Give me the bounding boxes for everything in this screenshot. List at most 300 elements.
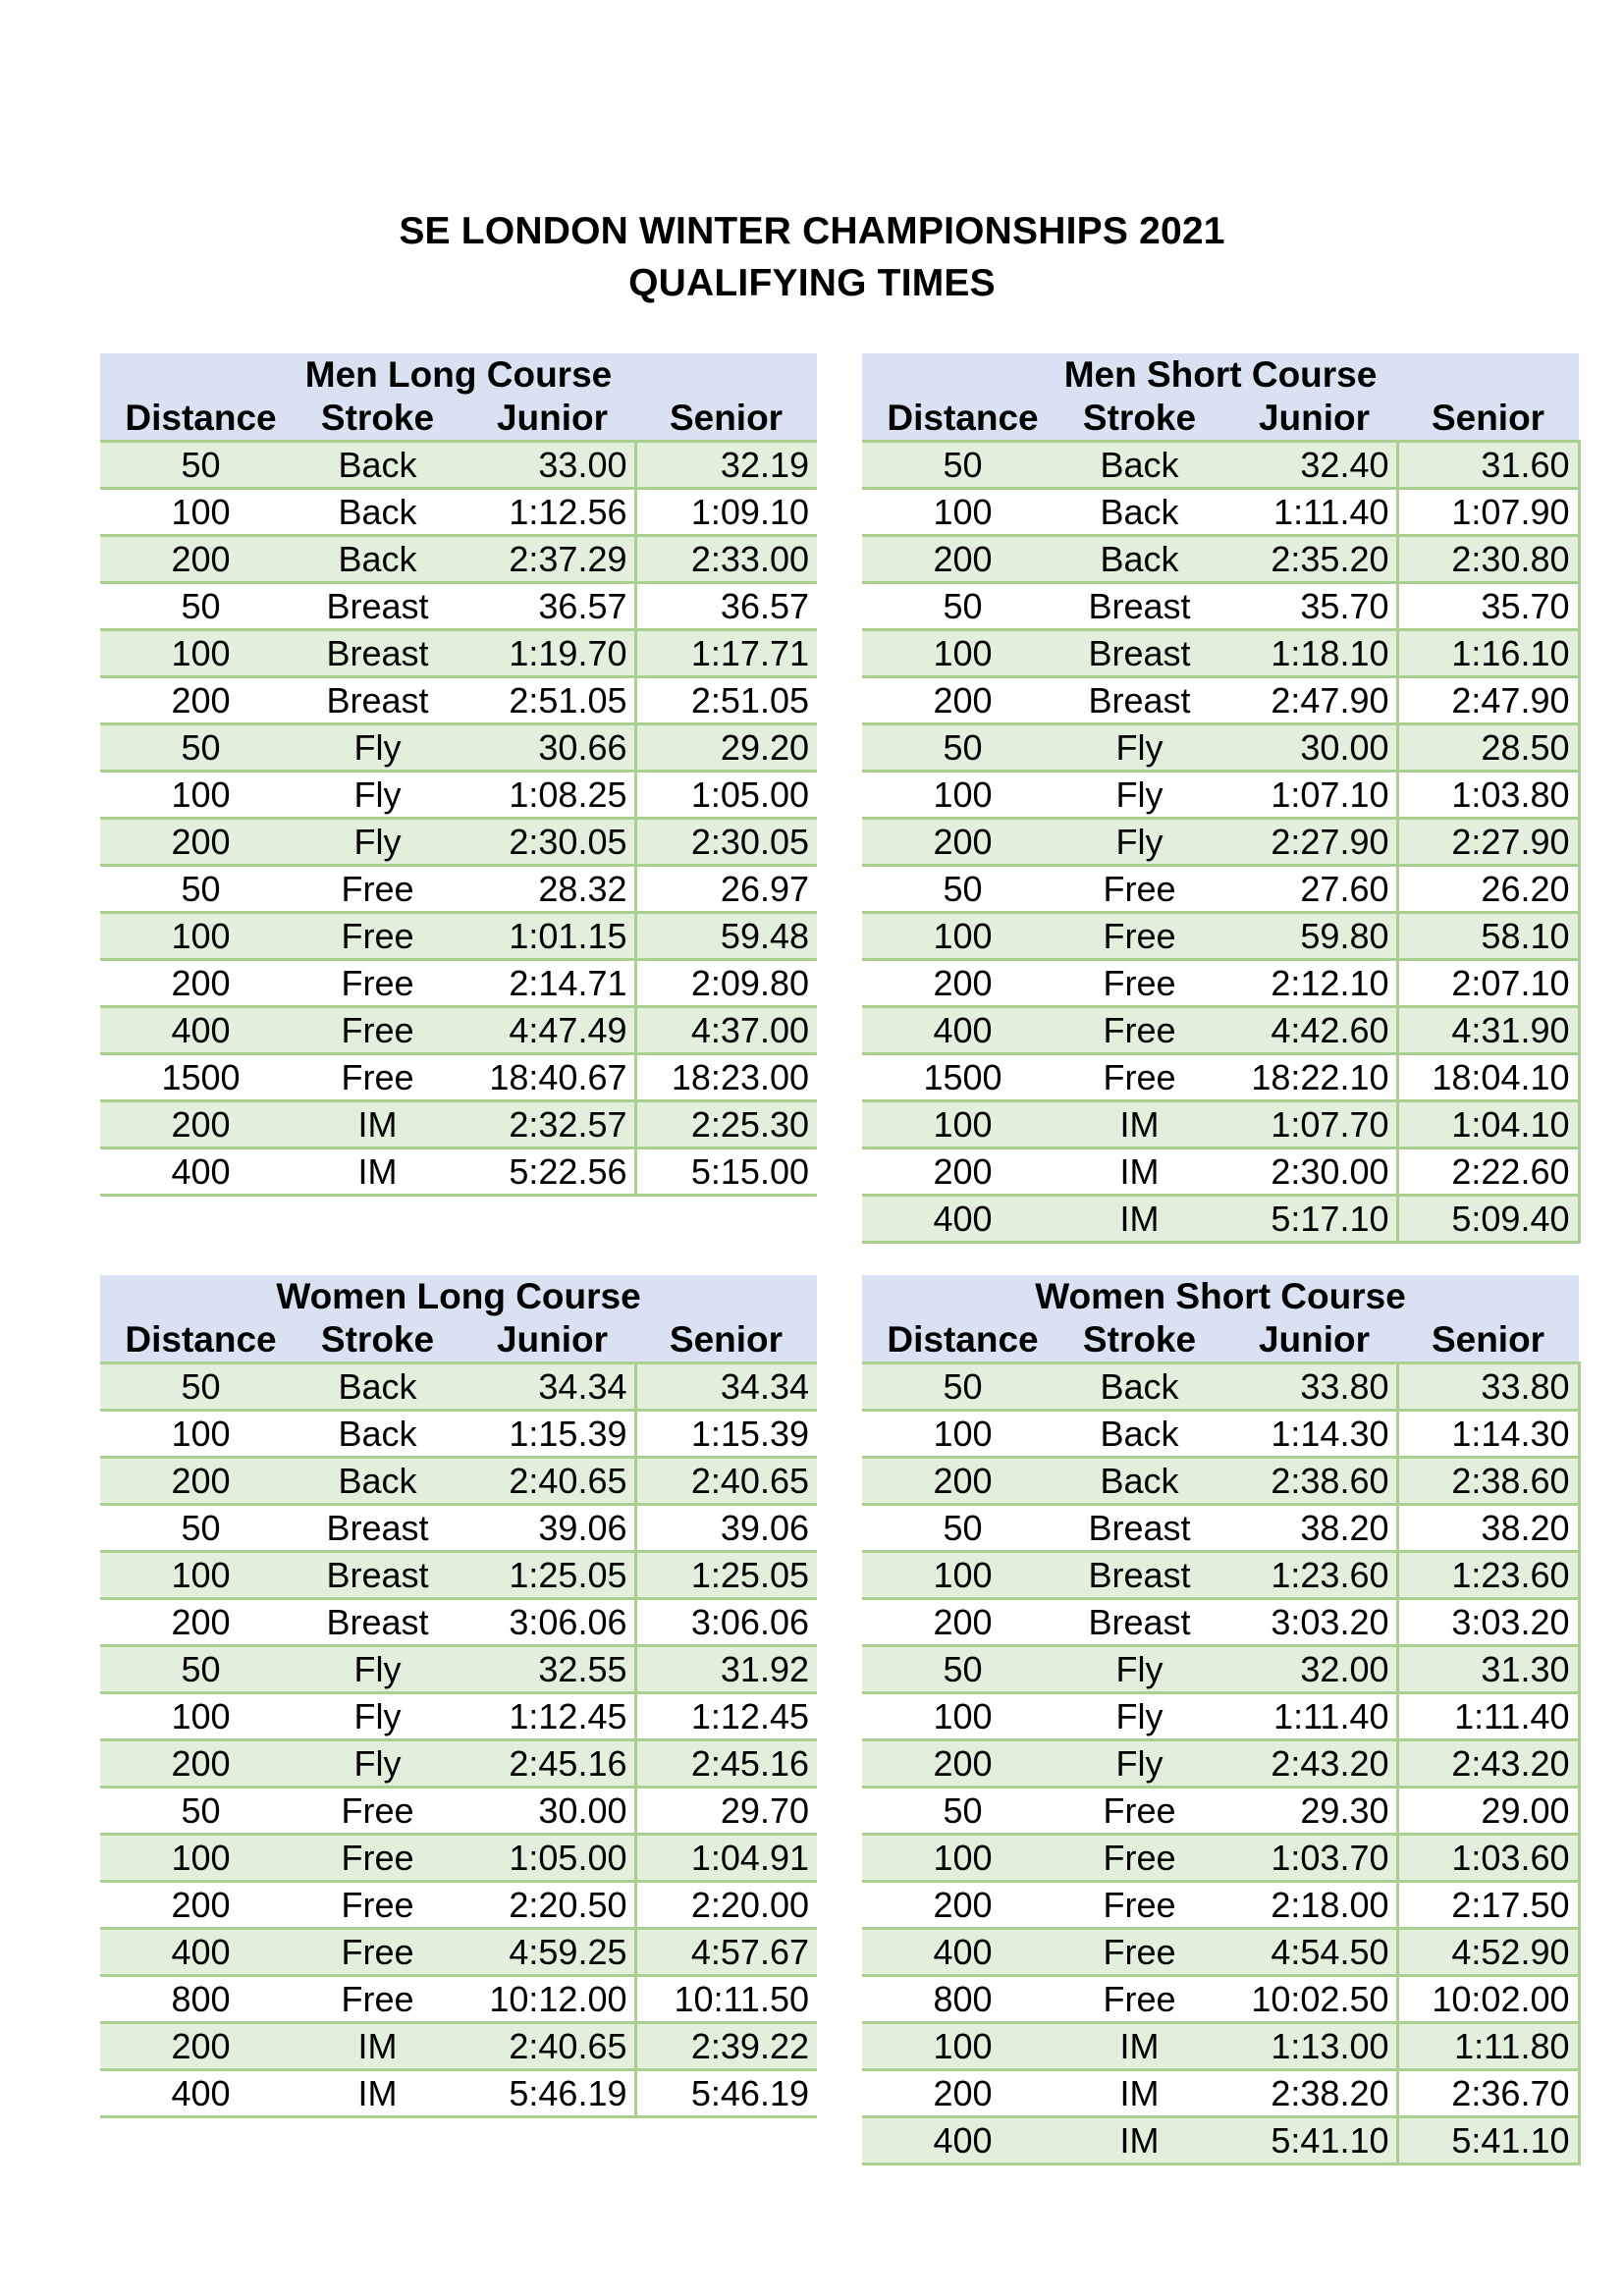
table-row bbox=[862, 2117, 1579, 2164]
table-row bbox=[100, 1552, 817, 1599]
stroke-cell: Breast bbox=[301, 1505, 454, 1552]
junior-time-cell: 38.20 bbox=[1216, 1505, 1397, 1552]
senior-time-cell: 4:57.67 bbox=[635, 1929, 817, 1976]
senior-time-cell: 59.48 bbox=[635, 913, 817, 960]
stroke-cell: Back bbox=[301, 442, 454, 489]
senior-time-cell: 2:47.90 bbox=[1397, 677, 1579, 724]
stroke-cell: IM bbox=[301, 1101, 454, 1148]
table-row bbox=[100, 1788, 817, 1835]
table-row bbox=[862, 1196, 1579, 1243]
distance-cell: 400 bbox=[100, 2070, 301, 2117]
stroke-cell: Fly bbox=[1063, 1693, 1216, 1740]
distance-cell: 50 bbox=[100, 1363, 301, 1411]
distance-cell: 100 bbox=[862, 1835, 1063, 1882]
table-row bbox=[100, 1458, 817, 1505]
junior-time-cell: 2:35.20 bbox=[1216, 536, 1397, 583]
table-row bbox=[862, 724, 1579, 772]
junior-time-cell: 3:03.20 bbox=[1216, 1599, 1397, 1646]
table-row bbox=[100, 1646, 817, 1693]
distance-cell: 100 bbox=[862, 630, 1063, 677]
document-title: SE LONDON WINTER CHAMPIONSHIPS 2021 bbox=[399, 210, 1225, 252]
stroke-cell: Free bbox=[1063, 1835, 1216, 1882]
senior-time-cell: 31.60 bbox=[1397, 442, 1579, 489]
senior-time-cell: 29.20 bbox=[635, 724, 817, 772]
junior-time-cell: 2:12.10 bbox=[1216, 960, 1397, 1007]
distance-cell: 100 bbox=[862, 1101, 1063, 1148]
stroke-cell: Fly bbox=[301, 1693, 454, 1740]
distance-cell: 1500 bbox=[100, 1054, 301, 1101]
table-row bbox=[862, 960, 1579, 1007]
senior-time-cell: 3:06.06 bbox=[635, 1599, 817, 1646]
distance-cell: 50 bbox=[862, 1788, 1063, 1835]
table-row bbox=[100, 1007, 817, 1054]
distance-cell: 200 bbox=[862, 1458, 1063, 1505]
distance-cell: 100 bbox=[862, 489, 1063, 536]
stroke-cell: Fly bbox=[1063, 772, 1216, 819]
stroke-cell: Free bbox=[1063, 1788, 1216, 1835]
table-row bbox=[862, 1007, 1579, 1054]
table-row bbox=[862, 536, 1579, 583]
junior-time-cell: 29.30 bbox=[1216, 1788, 1397, 1835]
table-row bbox=[100, 724, 817, 772]
distance-cell: 50 bbox=[100, 1505, 301, 1552]
stroke-cell: Breast bbox=[301, 1599, 454, 1646]
senior-time-cell: 2:07.10 bbox=[1397, 960, 1579, 1007]
distance-cell: 400 bbox=[862, 1007, 1063, 1054]
junior-time-cell: 35.70 bbox=[1216, 583, 1397, 630]
senior-time-cell: 1:03.80 bbox=[1397, 772, 1579, 819]
junior-time-cell: 32.55 bbox=[454, 1646, 635, 1693]
junior-time-cell: 1:14.30 bbox=[1216, 1411, 1397, 1458]
senior-time-cell: 2:30.80 bbox=[1397, 536, 1579, 583]
table-row bbox=[862, 1411, 1579, 1458]
distance-cell: 50 bbox=[100, 866, 301, 913]
junior-time-cell: 2:32.57 bbox=[454, 1101, 635, 1148]
junior-time-cell: 28.32 bbox=[454, 866, 635, 913]
distance-cell: 200 bbox=[862, 536, 1063, 583]
junior-time-cell: 1:01.15 bbox=[454, 913, 635, 960]
table-row bbox=[862, 1101, 1579, 1148]
distance-cell: 200 bbox=[100, 819, 301, 866]
table-row bbox=[862, 2023, 1579, 2070]
stroke-cell: Free bbox=[301, 913, 454, 960]
senior-time-cell: 1:11.80 bbox=[1397, 2023, 1579, 2070]
distance-cell: 100 bbox=[100, 1552, 301, 1599]
distance-cell: 50 bbox=[862, 442, 1063, 489]
stroke-cell: Back bbox=[301, 536, 454, 583]
junior-time-cell: 1:11.40 bbox=[1216, 1693, 1397, 1740]
distance-cell: 50 bbox=[100, 583, 301, 630]
senior-time-cell: 1:03.60 bbox=[1397, 1835, 1579, 1882]
table-row bbox=[862, 1976, 1579, 2023]
table-row bbox=[862, 1148, 1579, 1196]
distance-cell: 400 bbox=[862, 1196, 1063, 1243]
stroke-cell: IM bbox=[301, 2023, 454, 2070]
junior-time-cell: 1:08.25 bbox=[454, 772, 635, 819]
junior-time-cell: 2:14.71 bbox=[454, 960, 635, 1007]
table-row bbox=[100, 772, 817, 819]
junior-time-cell: 36.57 bbox=[454, 583, 635, 630]
senior-time-cell: 2:36.70 bbox=[1397, 2070, 1579, 2117]
distance-cell: 100 bbox=[862, 772, 1063, 819]
senior-time-cell: 18:04.10 bbox=[1397, 1054, 1579, 1101]
table-row bbox=[100, 866, 817, 913]
senior-time-cell: 2:30.05 bbox=[635, 819, 817, 866]
table-row bbox=[100, 1101, 817, 1148]
junior-time-cell: 2:27.90 bbox=[1216, 819, 1397, 866]
table-row bbox=[862, 630, 1579, 677]
junior-time-cell: 59.80 bbox=[1216, 913, 1397, 960]
table-row bbox=[100, 489, 817, 536]
senior-time-cell: 35.70 bbox=[1397, 583, 1579, 630]
senior-time-cell: 4:52.90 bbox=[1397, 1929, 1579, 1976]
distance-cell: 50 bbox=[100, 724, 301, 772]
junior-time-cell: 5:41.10 bbox=[1216, 2117, 1397, 2164]
table-row bbox=[862, 1054, 1579, 1101]
column-header-stroke: Stroke bbox=[301, 1318, 454, 1363]
senior-time-cell: 58.10 bbox=[1397, 913, 1579, 960]
table-row bbox=[862, 1788, 1579, 1835]
distance-cell: 100 bbox=[862, 1411, 1063, 1458]
stroke-cell: Breast bbox=[1063, 677, 1216, 724]
distance-cell: 200 bbox=[100, 1458, 301, 1505]
table-row bbox=[862, 1599, 1579, 1646]
stroke-cell: Back bbox=[301, 1363, 454, 1411]
distance-cell: 100 bbox=[100, 489, 301, 536]
stroke-cell: Breast bbox=[1063, 630, 1216, 677]
table-row bbox=[862, 489, 1579, 536]
column-header-senior: Senior bbox=[1397, 1318, 1579, 1363]
senior-time-cell: 2:39.22 bbox=[635, 2023, 817, 2070]
distance-cell: 100 bbox=[100, 630, 301, 677]
stroke-cell: Breast bbox=[301, 583, 454, 630]
stroke-cell: Free bbox=[301, 1835, 454, 1882]
table-row bbox=[862, 1505, 1579, 1552]
stroke-cell: Free bbox=[301, 1976, 454, 2023]
junior-time-cell: 5:46.19 bbox=[454, 2070, 635, 2117]
senior-time-cell: 32.19 bbox=[635, 442, 817, 489]
table-row bbox=[100, 1740, 817, 1788]
junior-time-cell: 30.66 bbox=[454, 724, 635, 772]
senior-time-cell: 39.06 bbox=[635, 1505, 817, 1552]
junior-time-cell: 2:37.29 bbox=[454, 536, 635, 583]
distance-cell: 50 bbox=[100, 1646, 301, 1693]
junior-time-cell: 30.00 bbox=[454, 1788, 635, 1835]
senior-time-cell: 4:31.90 bbox=[1397, 1007, 1579, 1054]
stroke-cell: IM bbox=[1063, 2117, 1216, 2164]
table-row bbox=[100, 630, 817, 677]
column-header-distance: Distance bbox=[862, 397, 1063, 442]
table-title: Men Long Course bbox=[100, 353, 817, 397]
table-row bbox=[862, 913, 1579, 960]
senior-time-cell: 4:37.00 bbox=[635, 1007, 817, 1054]
senior-time-cell: 31.92 bbox=[635, 1646, 817, 1693]
stroke-cell: Breast bbox=[301, 1552, 454, 1599]
stroke-cell: Back bbox=[301, 1411, 454, 1458]
stroke-cell: IM bbox=[301, 1148, 454, 1196]
distance-cell: 400 bbox=[100, 1007, 301, 1054]
table-row bbox=[862, 1693, 1579, 1740]
column-header-senior: Senior bbox=[635, 1318, 817, 1363]
senior-time-cell: 31.30 bbox=[1397, 1646, 1579, 1693]
column-header-senior: Senior bbox=[635, 397, 817, 442]
stroke-cell: IM bbox=[301, 2070, 454, 2117]
junior-time-cell: 10:02.50 bbox=[1216, 1976, 1397, 2023]
senior-time-cell: 36.57 bbox=[635, 583, 817, 630]
senior-time-cell: 1:25.05 bbox=[635, 1552, 817, 1599]
junior-time-cell: 39.06 bbox=[454, 1505, 635, 1552]
distance-cell: 50 bbox=[862, 724, 1063, 772]
table-row bbox=[100, 1693, 817, 1740]
distance-cell: 200 bbox=[100, 536, 301, 583]
senior-time-cell: 26.97 bbox=[635, 866, 817, 913]
table-row bbox=[862, 1363, 1579, 1411]
table-row bbox=[100, 1599, 817, 1646]
table-row bbox=[862, 2070, 1579, 2117]
distance-cell: 50 bbox=[862, 583, 1063, 630]
stroke-cell: Free bbox=[301, 866, 454, 913]
column-header-distance: Distance bbox=[100, 1318, 301, 1363]
distance-cell: 800 bbox=[100, 1976, 301, 2023]
junior-time-cell: 1:25.05 bbox=[454, 1552, 635, 1599]
stroke-cell: Breast bbox=[1063, 1505, 1216, 1552]
distance-cell: 400 bbox=[100, 1148, 301, 1196]
stroke-cell: Fly bbox=[301, 724, 454, 772]
distance-cell: 50 bbox=[100, 442, 301, 489]
table-row bbox=[100, 1929, 817, 1976]
distance-cell: 800 bbox=[862, 1976, 1063, 2023]
table-row bbox=[862, 1929, 1579, 1976]
stroke-cell: Free bbox=[1063, 1007, 1216, 1054]
stroke-cell: Back bbox=[301, 1458, 454, 1505]
column-header-senior: Senior bbox=[1397, 397, 1579, 442]
junior-time-cell: 3:06.06 bbox=[454, 1599, 635, 1646]
senior-time-cell: 2:09.80 bbox=[635, 960, 817, 1007]
senior-time-cell: 2:51.05 bbox=[635, 677, 817, 724]
senior-time-cell: 2:20.00 bbox=[635, 1882, 817, 1929]
stroke-cell: Fly bbox=[301, 772, 454, 819]
stroke-cell: IM bbox=[1063, 1196, 1216, 1243]
column-header-distance: Distance bbox=[100, 397, 301, 442]
senior-time-cell: 5:09.40 bbox=[1397, 1196, 1579, 1243]
table-row bbox=[100, 1505, 817, 1552]
junior-time-cell: 32.40 bbox=[1216, 442, 1397, 489]
senior-time-cell: 1:17.71 bbox=[635, 630, 817, 677]
distance-cell: 200 bbox=[100, 677, 301, 724]
stroke-cell: Free bbox=[1063, 913, 1216, 960]
column-header-distance: Distance bbox=[862, 1318, 1063, 1363]
distance-cell: 50 bbox=[862, 866, 1063, 913]
junior-time-cell: 4:59.25 bbox=[454, 1929, 635, 1976]
junior-time-cell: 33.80 bbox=[1216, 1363, 1397, 1411]
distance-cell: 50 bbox=[100, 1788, 301, 1835]
junior-time-cell: 2:47.90 bbox=[1216, 677, 1397, 724]
senior-time-cell: 3:03.20 bbox=[1397, 1599, 1579, 1646]
stroke-cell: Free bbox=[301, 1007, 454, 1054]
distance-cell: 100 bbox=[100, 1411, 301, 1458]
distance-cell: 200 bbox=[100, 1740, 301, 1788]
distance-cell: 1500 bbox=[862, 1054, 1063, 1101]
table-title: Women Long Course bbox=[100, 1275, 817, 1318]
stroke-cell: Free bbox=[1063, 1054, 1216, 1101]
stroke-cell: Back bbox=[1063, 536, 1216, 583]
stroke-cell: Free bbox=[1063, 960, 1216, 1007]
stroke-cell: Free bbox=[301, 1882, 454, 1929]
stroke-cell: Breast bbox=[301, 630, 454, 677]
table-row bbox=[100, 1411, 817, 1458]
stroke-cell: Back bbox=[301, 489, 454, 536]
senior-time-cell: 1:12.45 bbox=[635, 1693, 817, 1740]
table-row bbox=[862, 1882, 1579, 1929]
stroke-cell: IM bbox=[1063, 2070, 1216, 2117]
table-row bbox=[100, 960, 817, 1007]
senior-time-cell: 1:16.10 bbox=[1397, 630, 1579, 677]
senior-time-cell: 5:41.10 bbox=[1397, 2117, 1579, 2164]
senior-time-cell: 2:43.20 bbox=[1397, 1740, 1579, 1788]
senior-time-cell: 2:27.90 bbox=[1397, 819, 1579, 866]
senior-time-cell: 26.20 bbox=[1397, 866, 1579, 913]
table-title: Women Short Course bbox=[862, 1275, 1579, 1318]
stroke-cell: Back bbox=[1063, 1411, 1216, 1458]
stroke-cell: Back bbox=[1063, 1363, 1216, 1411]
senior-time-cell: 5:46.19 bbox=[635, 2070, 817, 2117]
senior-time-cell: 5:15.00 bbox=[635, 1148, 817, 1196]
stroke-cell: Free bbox=[301, 960, 454, 1007]
senior-time-cell: 1:04.10 bbox=[1397, 1101, 1579, 1148]
junior-time-cell: 18:40.67 bbox=[454, 1054, 635, 1101]
table-row bbox=[100, 1148, 817, 1196]
distance-cell: 100 bbox=[100, 913, 301, 960]
column-header-stroke: Stroke bbox=[1063, 1318, 1216, 1363]
senior-time-cell: 29.70 bbox=[635, 1788, 817, 1835]
junior-time-cell: 30.00 bbox=[1216, 724, 1397, 772]
junior-time-cell: 32.00 bbox=[1216, 1646, 1397, 1693]
junior-time-cell: 1:12.56 bbox=[454, 489, 635, 536]
men-short-course-table bbox=[862, 353, 1581, 1244]
junior-time-cell: 2:30.00 bbox=[1216, 1148, 1397, 1196]
distance-cell: 200 bbox=[100, 1882, 301, 1929]
table-row bbox=[100, 2023, 817, 2070]
stroke-cell: Fly bbox=[1063, 1646, 1216, 1693]
table-row bbox=[862, 866, 1579, 913]
distance-cell: 400 bbox=[862, 2117, 1063, 2164]
stroke-cell: IM bbox=[1063, 2023, 1216, 2070]
senior-time-cell: 2:22.60 bbox=[1397, 1148, 1579, 1196]
junior-time-cell: 2:20.50 bbox=[454, 1882, 635, 1929]
table-row bbox=[862, 819, 1579, 866]
senior-time-cell: 2:25.30 bbox=[635, 1101, 817, 1148]
junior-time-cell: 1:23.60 bbox=[1216, 1552, 1397, 1599]
senior-time-cell: 18:23.00 bbox=[635, 1054, 817, 1101]
stroke-cell: Fly bbox=[1063, 724, 1216, 772]
table-row bbox=[100, 536, 817, 583]
stroke-cell: Breast bbox=[1063, 1552, 1216, 1599]
junior-time-cell: 1:03.70 bbox=[1216, 1835, 1397, 1882]
senior-time-cell: 28.50 bbox=[1397, 724, 1579, 772]
senior-time-cell: 34.34 bbox=[635, 1363, 817, 1411]
stroke-cell: Fly bbox=[301, 1740, 454, 1788]
distance-cell: 50 bbox=[862, 1646, 1063, 1693]
senior-time-cell: 1:14.30 bbox=[1397, 1411, 1579, 1458]
column-header-junior: Junior bbox=[1216, 1318, 1397, 1363]
senior-time-cell: 10:02.00 bbox=[1397, 1976, 1579, 2023]
junior-time-cell: 1:18.10 bbox=[1216, 630, 1397, 677]
stroke-cell: Back bbox=[1063, 442, 1216, 489]
stroke-cell: Breast bbox=[1063, 583, 1216, 630]
stroke-cell: Free bbox=[301, 1788, 454, 1835]
stroke-cell: Free bbox=[1063, 1976, 1216, 2023]
stroke-cell: Fly bbox=[1063, 819, 1216, 866]
distance-cell: 200 bbox=[862, 677, 1063, 724]
table-row bbox=[862, 1835, 1579, 1882]
women-long-course-table bbox=[100, 1275, 817, 2118]
junior-time-cell: 4:54.50 bbox=[1216, 1929, 1397, 1976]
junior-time-cell: 33.00 bbox=[454, 442, 635, 489]
junior-time-cell: 2:38.20 bbox=[1216, 2070, 1397, 2117]
junior-time-cell: 1:12.45 bbox=[454, 1693, 635, 1740]
distance-cell: 100 bbox=[100, 1835, 301, 1882]
junior-time-cell: 2:18.00 bbox=[1216, 1882, 1397, 1929]
distance-cell: 400 bbox=[100, 1929, 301, 1976]
document-subtitle: QUALIFYING TIMES bbox=[628, 262, 996, 304]
column-header-stroke: Stroke bbox=[301, 397, 454, 442]
junior-time-cell: 2:45.16 bbox=[454, 1740, 635, 1788]
distance-cell: 100 bbox=[100, 772, 301, 819]
table-row bbox=[100, 442, 817, 489]
senior-time-cell: 1:23.60 bbox=[1397, 1552, 1579, 1599]
junior-time-cell: 18:22.10 bbox=[1216, 1054, 1397, 1101]
distance-cell: 200 bbox=[862, 1740, 1063, 1788]
men-long-course-table bbox=[100, 353, 817, 1197]
distance-cell: 200 bbox=[862, 819, 1063, 866]
senior-time-cell: 1:11.40 bbox=[1397, 1693, 1579, 1740]
distance-cell: 100 bbox=[862, 1693, 1063, 1740]
senior-time-cell: 33.80 bbox=[1397, 1363, 1579, 1411]
junior-time-cell: 27.60 bbox=[1216, 866, 1397, 913]
senior-time-cell: 38.20 bbox=[1397, 1505, 1579, 1552]
senior-time-cell: 1:04.91 bbox=[635, 1835, 817, 1882]
table-row bbox=[862, 772, 1579, 819]
senior-time-cell: 1:07.90 bbox=[1397, 489, 1579, 536]
senior-time-cell: 2:40.65 bbox=[635, 1458, 817, 1505]
stroke-cell: Free bbox=[301, 1054, 454, 1101]
table-row bbox=[862, 677, 1579, 724]
distance-cell: 200 bbox=[862, 1599, 1063, 1646]
stroke-cell: Free bbox=[301, 1929, 454, 1976]
table-row bbox=[100, 677, 817, 724]
column-header-junior: Junior bbox=[454, 1318, 635, 1363]
distance-cell: 200 bbox=[862, 2070, 1063, 2117]
table-row bbox=[100, 1363, 817, 1411]
junior-time-cell: 34.34 bbox=[454, 1363, 635, 1411]
column-header-junior: Junior bbox=[454, 397, 635, 442]
junior-time-cell: 2:40.65 bbox=[454, 2023, 635, 2070]
column-header-junior: Junior bbox=[1216, 397, 1397, 442]
senior-time-cell: 1:15.39 bbox=[635, 1411, 817, 1458]
distance-cell: 50 bbox=[862, 1505, 1063, 1552]
junior-time-cell: 2:51.05 bbox=[454, 677, 635, 724]
table-row bbox=[862, 1458, 1579, 1505]
junior-time-cell: 5:22.56 bbox=[454, 1148, 635, 1196]
senior-time-cell: 2:33.00 bbox=[635, 536, 817, 583]
distance-cell: 50 bbox=[862, 1363, 1063, 1411]
junior-time-cell: 1:19.70 bbox=[454, 630, 635, 677]
junior-time-cell: 1:07.10 bbox=[1216, 772, 1397, 819]
table-row bbox=[862, 1740, 1579, 1788]
table-row bbox=[100, 819, 817, 866]
stroke-cell: Breast bbox=[1063, 1599, 1216, 1646]
junior-time-cell: 2:38.60 bbox=[1216, 1458, 1397, 1505]
